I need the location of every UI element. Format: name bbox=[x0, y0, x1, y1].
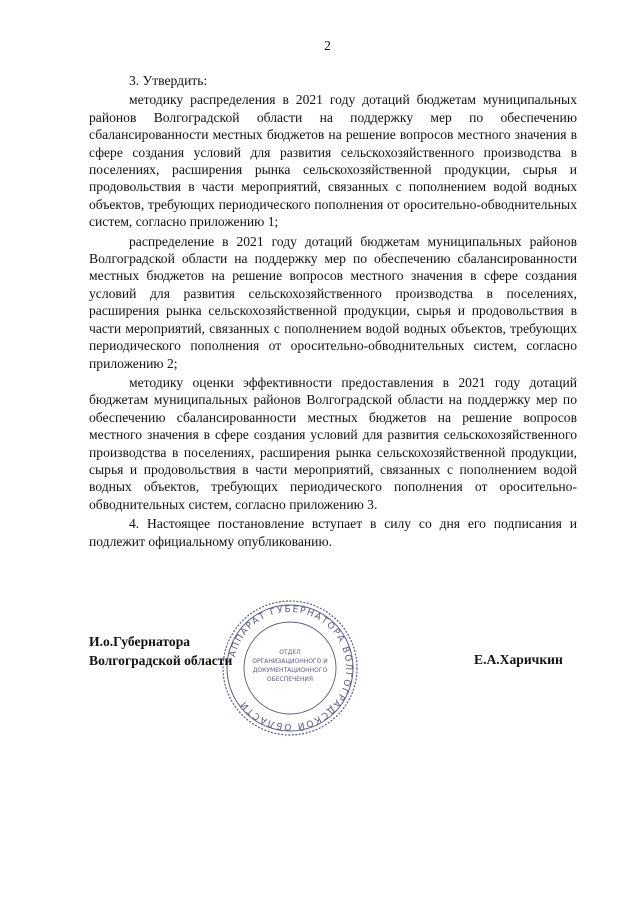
paragraph-distribution: распределение в 2021 году дотаций бюджетам муниципальных районов Волгоградской области на поддержку мер по обеспечению сбалансированности местных бюджетов на решение вопросов местного значения в сфере создания условий для развития сельскохозяйственного производства в поселениях, расширения рынка сельскохозяйственной продукции, сырья и продовольствия в части мероприятий, связанных с пополнением водой водных объектов, требующих периодического пополнения от оросительно-обводнительных систем, согласно приложению 2; bbox=[89, 233, 577, 371]
official-stamp bbox=[220, 598, 360, 738]
stamp-inner-line-4: ОБЕСПЕЧЕНИЯ bbox=[266, 676, 314, 683]
stamp-inner-line-2: ОРГАНИЗАЦИОННОГО И bbox=[252, 658, 328, 665]
paragraph-methodology-distribution: методику распределения в 2021 году дотаций бюджетам муниципальных районов Волгоградской области на поддержку мер по обеспечению сбалансированности местных бюджетов на решение вопросов местного значения в сфере создания условий для развития сельскохозяйственного производства в поселениях, расширения рынка сельскохозяйственной продукции, сырья и продовольствия в части мероприятий, связанных с пополнением водой водных объектов, требующих периодического пополнения от оросительно-обводнительных систем, согласно приложению 1; bbox=[89, 92, 577, 230]
paragraph-item-3: 3. Утвердить: bbox=[129, 73, 208, 88]
signature-position bbox=[89, 632, 232, 670]
signature-position-line-1: И.о.Губернатора bbox=[89, 634, 191, 649]
signature-position-line-2: Волгоградской области bbox=[89, 653, 233, 668]
page-number: 2 bbox=[324, 38, 331, 53]
document-body bbox=[89, 72, 577, 550]
paragraph-methodology-efficiency: методику оценки эффективности предоставления в 2021 году дотаций бюджетам муниципальных районов Волгоградской области на поддержку мер по обеспечению сбалансированности местных бюджетов на решение вопросов местного значения в сфере создания условий для развития сельскохозяйственного производства в поселениях, расширения рынка сельскохозяйственной продукции, сырья и продовольствия в части мероприятий, связанных с пополнением водой водных объектов, требующих периодического пополнения от оросительно-обводнительных систем, согласно приложению 3. bbox=[89, 374, 577, 512]
paragraph-item-4: 4. Настоящее постановление вступает в силу со дня его подписания и подлежит официальному опубликованию. bbox=[89, 516, 577, 549]
stamp-outer-text: АППАРАТ ГУБЕРНАТОРА ВОЛГОГРАДСКОЙ ОБЛАСТИ bbox=[228, 604, 354, 732]
stamp-inner-line-3: ДОКУМЕНТАЦИОННОГО bbox=[252, 667, 328, 674]
stamp-inner-line-1: ОТДЕЛ bbox=[279, 649, 301, 656]
signatory-name: Е.А.Харичкин bbox=[474, 652, 563, 667]
